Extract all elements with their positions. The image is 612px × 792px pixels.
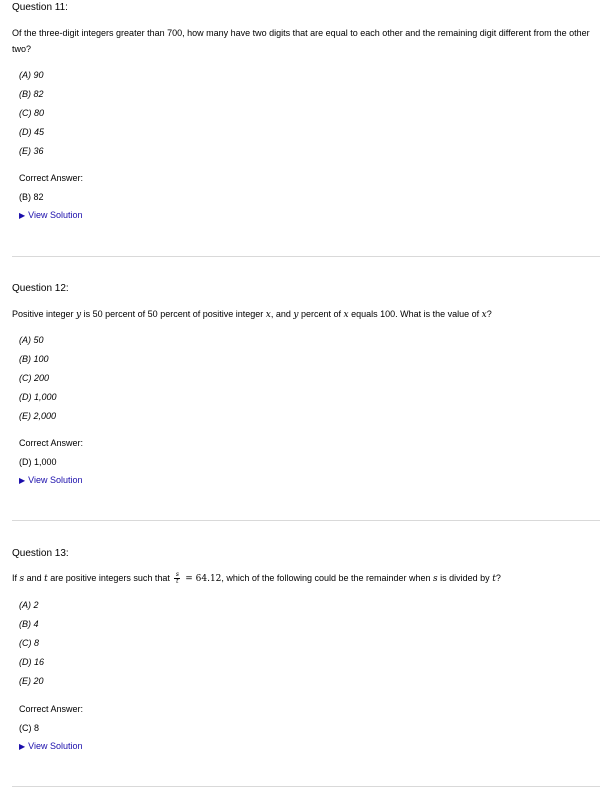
question-11-option-c[interactable]: (C) 80 (19, 108, 45, 118)
view-solution-label: View Solution (28, 741, 83, 751)
play-triangle-icon: ▶ (19, 210, 26, 220)
divider (12, 786, 600, 787)
question-11-text: Of the three-digit integers greater than 700, how many have two digits that are equal to each other and the remaining digit different from the other two? (12, 28, 590, 54)
question-11-option-e[interactable]: (E) 36 (19, 146, 44, 156)
question-13-text (12, 570, 597, 587)
question-12-option-d[interactable]: (D) 1,000 (19, 392, 57, 402)
question-12-text (12, 306, 597, 323)
math-var: y (293, 310, 299, 320)
fraction-numerator: s (175, 571, 179, 579)
question-13-title: Question 13: (12, 548, 69, 559)
view-solution-label: View Solution (28, 475, 83, 485)
text-span: ? (486, 309, 492, 319)
fraction-denominator: t (176, 578, 179, 586)
question-12-title: Question 12: (12, 283, 69, 294)
question-12-answer-label: Correct Answer: (19, 438, 84, 448)
math-var: y (76, 310, 82, 320)
question-12-option-b[interactable]: (B) 100 (19, 354, 49, 364)
text-span: is 50 percent of 50 percent of positive integer (81, 309, 266, 319)
question-13-option-b[interactable]: (B) 4 (19, 619, 39, 629)
question-11-option-d[interactable]: (D) 45 (19, 127, 45, 137)
text-span: , which of the following could be the remainder when (221, 573, 434, 583)
text-span: is divided by (437, 573, 493, 583)
math-var: x (343, 310, 349, 320)
question-12-view-solution[interactable] (19, 475, 83, 485)
question-13-option-c[interactable]: (C) 8 (19, 638, 39, 648)
math-var: s (433, 574, 438, 584)
question-13-answer-label: Correct Answer: (19, 704, 84, 714)
question-12-answer: (D) 1,000 (19, 457, 57, 467)
question-11-view-solution[interactable] (19, 210, 83, 220)
play-triangle-icon: ▶ (19, 475, 26, 485)
question-11-option-b[interactable]: (B) 82 (19, 89, 44, 99)
question-12-option-e[interactable]: (E) 2,000 (19, 411, 57, 421)
math-equation: = 64.12 (182, 574, 222, 584)
question-13-option-a[interactable]: (A) 2 (19, 600, 39, 610)
math-var: x (481, 310, 487, 320)
text-span: If (12, 573, 20, 583)
text-span: Positive integer (12, 309, 77, 319)
question-11-answer-label: Correct Answer: (19, 173, 84, 183)
text-span: and (24, 573, 45, 583)
question-12-option-a[interactable]: (A) 50 (19, 335, 44, 345)
question-13-option-e[interactable]: (E) 20 (19, 676, 44, 686)
math-var: x (265, 310, 271, 320)
question-11-title: Question 11: (12, 2, 68, 13)
question-13-option-d[interactable]: (D) 16 (19, 657, 45, 667)
question-12-option-c[interactable]: (C) 200 (19, 373, 50, 383)
view-solution-label: View Solution (28, 210, 83, 220)
fraction (174, 572, 180, 585)
question-11-option-a[interactable]: (A) 90 (19, 70, 44, 80)
math-var: t (492, 574, 496, 584)
math-var: t (44, 574, 48, 584)
divider (12, 256, 600, 257)
question-13-answer: (C) 8 (19, 723, 39, 733)
text-span: are positive integers such that (47, 573, 173, 583)
text-span: percent of (298, 309, 344, 319)
text-span: , and (270, 309, 294, 319)
play-triangle-icon: ▶ (19, 741, 26, 751)
text-span: equals 100. What is the value of (348, 309, 482, 319)
question-13-view-solution[interactable] (19, 741, 83, 751)
text-span: ? (495, 573, 501, 583)
question-11-answer: (B) 82 (19, 192, 44, 202)
divider (12, 520, 600, 521)
math-var: s (19, 574, 25, 584)
